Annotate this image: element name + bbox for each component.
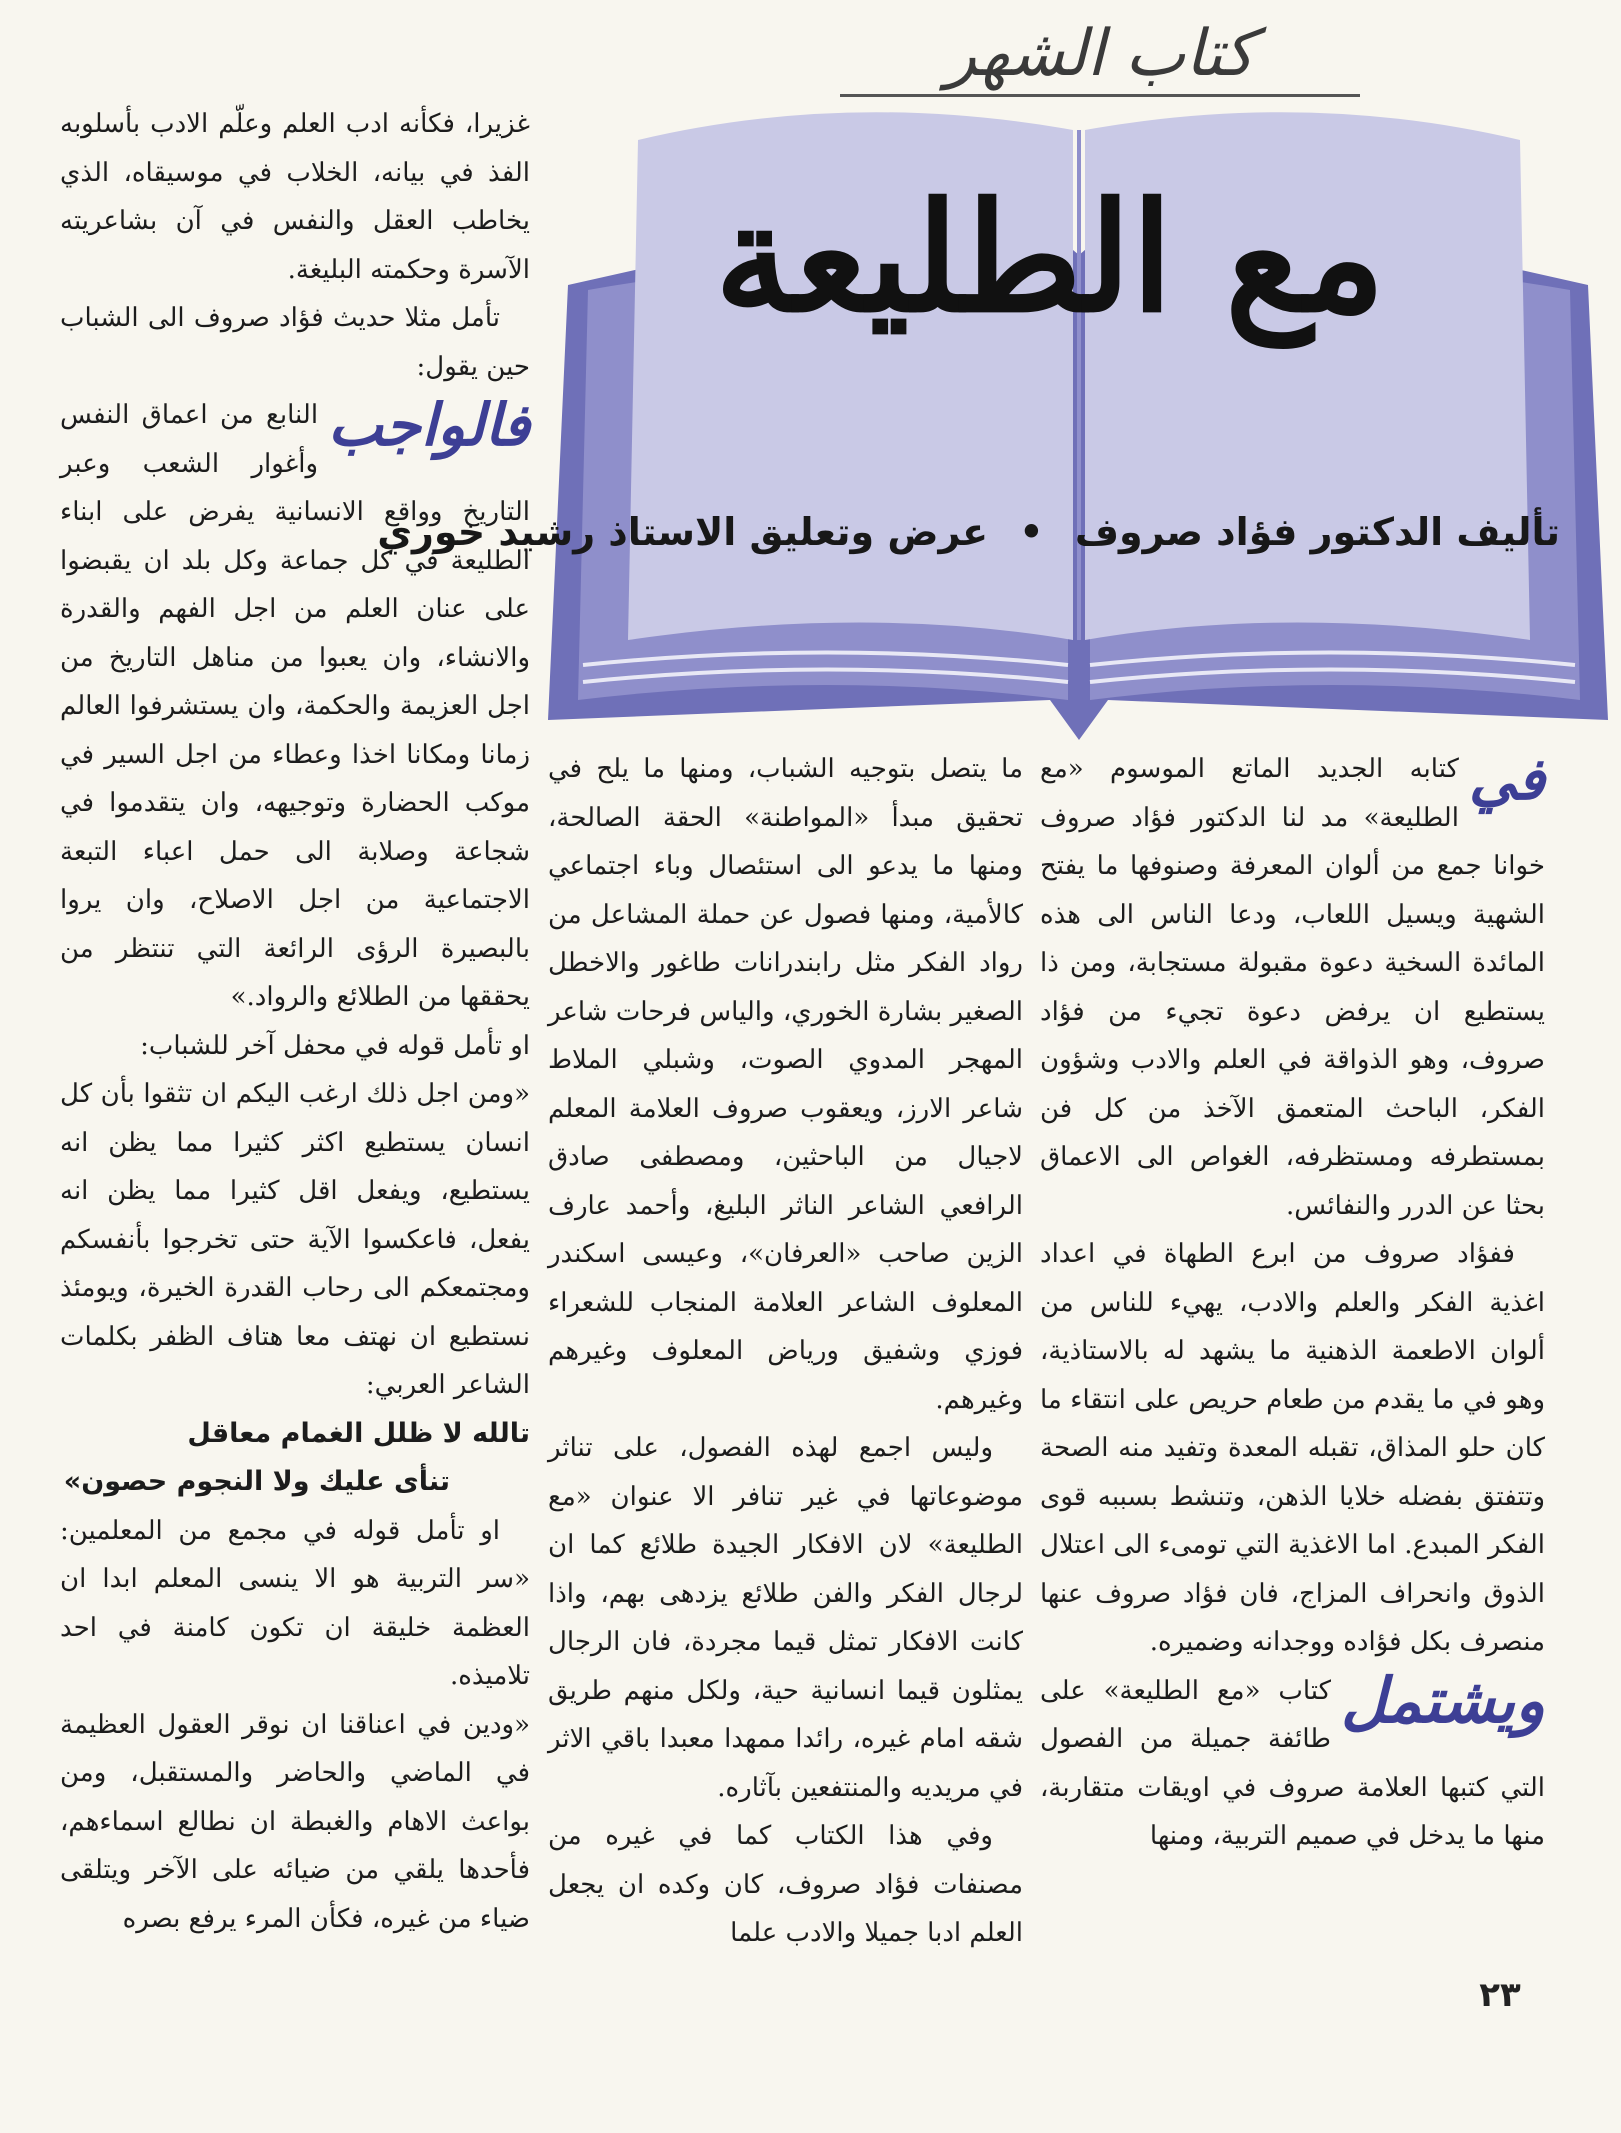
paragraph-text: النابع من اعماق النفس وأغوار الشعب وعبر التاريخ وواقع الانسانية يفرض على ابناء الطليعة في كل جماعة وكل بلد ان يقبضوا على عنان العلم من اجل الفهم والقدرة والانشاء، وان يعبوا من مناهل التاريخ من اجل العزيمة والحكمة، وان يستشرفوا العالم زمانا ومكانا اخذا وعطاء من اجل السير في موكب الحضارة وتوجيهه، وان يتقدموا في شجاعة وصلابة الى حمل اعباء التبعة الاجتماعية من اجل الاصلاح، وان يروا بالبصيرة الرؤى الرائعة التي تنتظر من يحققها من الطلائع والرواد.»	[60, 400, 530, 1012]
section-label: كتاب الشهر	[840, 14, 1360, 97]
paragraph-text: غزيرا، فكأنه ادب العلم وعلّم الادب بأسلوبه الفذ في بيانه، الخلاب في موسيقاه، الذي يخاطب العقل والنفس في آن بشاعريته الآسرة وحكمته البليغة.	[60, 109, 530, 285]
paragraph-text: وليس اجمع لهذه الفصول، على تناثر موضوعاتها في غير تنافر الا عنوان «مع الطليعة» لان الافكار الجيدة طلائع كما ان لرجال الفكر والفن طلائع يزدهى بهم، واذا كانت الافكار تمثل قيما مجردة، فان الرجال يمثلون قيما انسانية حية، ولكل منهم طريق شقه امام غيره، رائدا ممهدا معبدا باقي الاثر في مريديه والمنتفعين بآثاره.	[548, 1433, 1023, 1803]
author-credit: تأليف الدكتور فؤاد صروف	[1074, 510, 1560, 554]
paragraph-text: كتاب «مع الطليعة» على طائفة جميلة من الفصول التي كتبها العلامة صروف في اويقات متقاربة، منها ما يدخل في صميم التربية، ومنها	[1040, 1675, 1545, 1851]
credit-separator: •	[1019, 510, 1044, 554]
paragraph	[1040, 1663, 1545, 1861]
book-title: مع الطليعة	[714, 170, 1386, 346]
column-right	[1040, 745, 1545, 1861]
paragraph-text: وفي هذا الكتاب كما في غيره من مصنفات فؤاد صروف، كان وكده ان يجعل العلم ادبا جميلا والادب علما	[548, 1821, 1023, 1948]
paragraph-text: ما يتصل بتوجيه الشباب، ومنها ما يلح في تحقيق مبدأ «المواطنة» الحقة الصالحة، ومنها ما يدعو الى استئصال وباء اجتماعي كالأمية، ومنها فصول عن حملة المشاعل من رواد الفكر مثل رابندرانات طاغور والاخطل الصغير بشارة الخوري، والياس فرحات شاعر المهجر المدوي الصوت، وشبلي الملاط شاعر الارز، ويعقوب صروف العلامة المعلم لاجيال من الباحثين، ومصطفى صادق الرافعي الشاعر الناثر البليغ، وأحمد عارف الزين صاحب «العرفان»، وعيسى اسكندر المعلوف الشاعر العلامة المنجاب للشعراء فوزي وشفيق ورياض المعلوف وغيرهم وغيرهم.	[548, 754, 1023, 1415]
paragraph-text: «ودين في اعناقنا ان نوقر العقول العظيمة في الماضي والحاضر والمستقبل، ومن بواعث الاهام والغبطة ان نطالع اسماءهم، فأحدها يلقي من ضيائه على الآخر ويتلقى ضياء من غيره، فكأن المرء يرفع بصره	[60, 1709, 530, 1934]
verse-line: تالله لا ظلل الغمام معاقل	[187, 1417, 530, 1449]
paragraph	[60, 1022, 530, 1071]
paragraph	[60, 100, 530, 294]
drop-word: في	[1468, 745, 1545, 813]
paragraph-text: او تأمل قوله في محفل آخر للشباب:	[140, 1030, 530, 1061]
paragraph	[60, 391, 530, 1022]
verse-line: تنأى عليك ولا النجوم حصون»	[63, 1466, 450, 1497]
poetry-verse	[60, 1410, 530, 1507]
paragraph	[60, 1070, 530, 1410]
paragraph-text: «ومن اجل ذلك ارغب اليكم ان تثقوا بأن كل انسان يستطيع اكثر كثيرا مما يظن انه يستطيع، ويفعل اقل كثيرا مما يظن انه يفعل، فاعكسوا الآية حتى تخرجوا بأنفسكم ومجتمعكم الى رحاب القدرة الخيرة، ويومئذ نستطيع ان نهتف معا هتاف الظفر بكلمات الشاعر العربي:	[60, 1079, 530, 1400]
paragraph	[1040, 1230, 1545, 1667]
paragraph	[60, 1701, 530, 1944]
paragraph	[60, 294, 530, 391]
drop-word: فالواجب	[328, 391, 530, 459]
paragraph	[548, 1812, 1023, 1958]
paragraph	[1040, 745, 1545, 1230]
paragraph	[60, 1507, 530, 1701]
paragraph-text: كتابه الجديد الماتع الموسوم «مع الطليعة» مد لنا الدكتور فؤاد صروف خوانا جمع من ألوان المعرفة وصنوفها ما يفتح الشهية ويسيل اللعاب، ودعا الناس الى هذه المائدة السخية دعوة مقبولة مستجابة، ومن ذا يستطيع ان يرفض دعوة تجيء من فؤاد صروف، وهو الذواقة في العلم والادب وشؤون الفكر، الباحث المتعمق الآخذ من كل فن بمستطرفه ومستظرفه، الغواص الى الاعماق بحثا عن الدرر والنفائس.	[1040, 754, 1545, 1221]
paragraph-text: تأمل مثلا حديث فؤاد صروف الى الشباب حين يقول:	[60, 303, 530, 382]
book-credits	[377, 510, 1560, 554]
paragraph-text: ففؤاد صروف من ابرع الطهاة في اعداد اغذية الفكر والعلم والادب، يهيء للناس من ألوان الاطعمة الذهنية ما يشهد له بالاستاذية، وهو في ما يقدم من طعام حريص على انتقاء ما كان حلو المذاق، تقبله المعدة وتفيد منه الصحة وتتفتق بفضله خلايا الذهن، وتنشط بسببه قوى الفكر المبدع. اما الاغذية التي تومىء الى اعتلال الذوق وانحراف المزاج، فان فؤاد صروف عنها منصرف بكل فؤاده ووجدانه وضميره.	[1040, 1239, 1545, 1657]
column-left	[60, 100, 530, 1943]
paragraph	[548, 745, 1023, 1424]
column-middle	[548, 745, 1023, 1958]
paragraph-text: او تأمل قوله في مجمع من المعلمين: «سر التربية هو الا ينسى المعلم ابدا ان العظمة خليقة ان تكون كامنة في احد تلاميذه.	[60, 1515, 530, 1691]
drop-word: ويشتمل	[1340, 1663, 1545, 1737]
review-credit: عرض وتعليق الاستاذ رشيد خوري	[377, 510, 989, 554]
paragraph	[548, 1424, 1023, 1812]
page-number: ٢٣	[1479, 1975, 1521, 2015]
